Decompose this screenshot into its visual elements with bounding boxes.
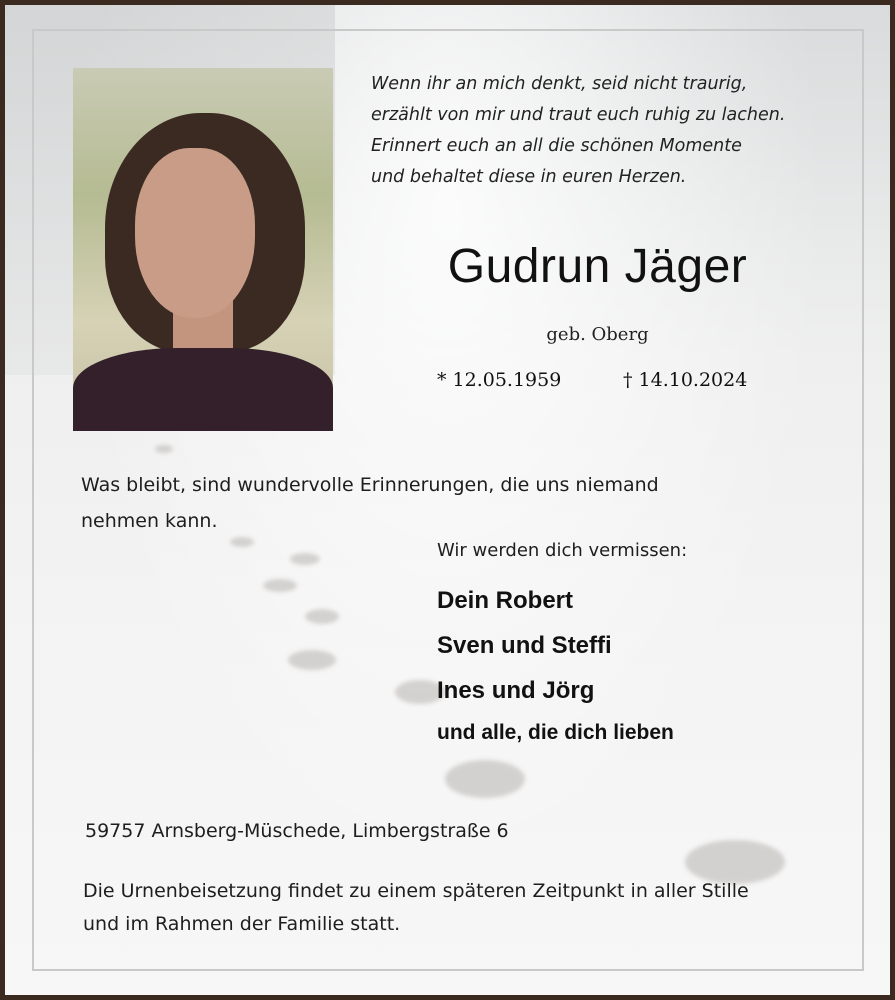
poem [371, 69, 841, 193]
mourners-closing: und alle, die dich lieben [437, 721, 674, 744]
maiden-name: geb. Oberg [546, 324, 649, 345]
burial-line: und im Rahmen der Familie statt. [83, 913, 401, 935]
mourner-name: Ines und Jörg [437, 677, 595, 704]
portrait-clothing [73, 348, 333, 431]
birth-date: * 12.05.1959 [437, 369, 562, 391]
mourners-intro: Wir werden dich vermissen: [437, 540, 688, 561]
burial-line: Die Urnenbeisetzung findet zu einem späteren Zeitpunkt in aller Stille [83, 880, 749, 902]
poem-line: erzählt von mir und traut euch ruhig zu lachen. [371, 105, 786, 125]
mourner-name: Sven und Steffi [437, 632, 612, 659]
poem-line: Wenn ihr an mich denkt, seid nicht traurig, [371, 74, 748, 94]
deceased-name: Gudrun Jäger [447, 240, 748, 293]
family-address: 59757 Arnsberg-Müschede, Limbergstraße 6 [85, 820, 509, 842]
portrait-photo [73, 68, 333, 431]
portrait-face [135, 148, 255, 318]
burial-notice [83, 875, 749, 941]
mourner-name: Dein Robert [437, 587, 574, 614]
quote-line: nehmen kann. [81, 510, 218, 532]
death-date: † 14.10.2024 [623, 369, 748, 391]
memorial-quote [81, 467, 659, 539]
poem-line: und behaltet diese in euren Herzen. [371, 167, 687, 187]
poem-line: Erinnert euch an all die schönen Momente [371, 136, 742, 156]
quote-line: Was bleibt, sind wundervolle Erinnerungen, die uns niemand [81, 474, 659, 496]
